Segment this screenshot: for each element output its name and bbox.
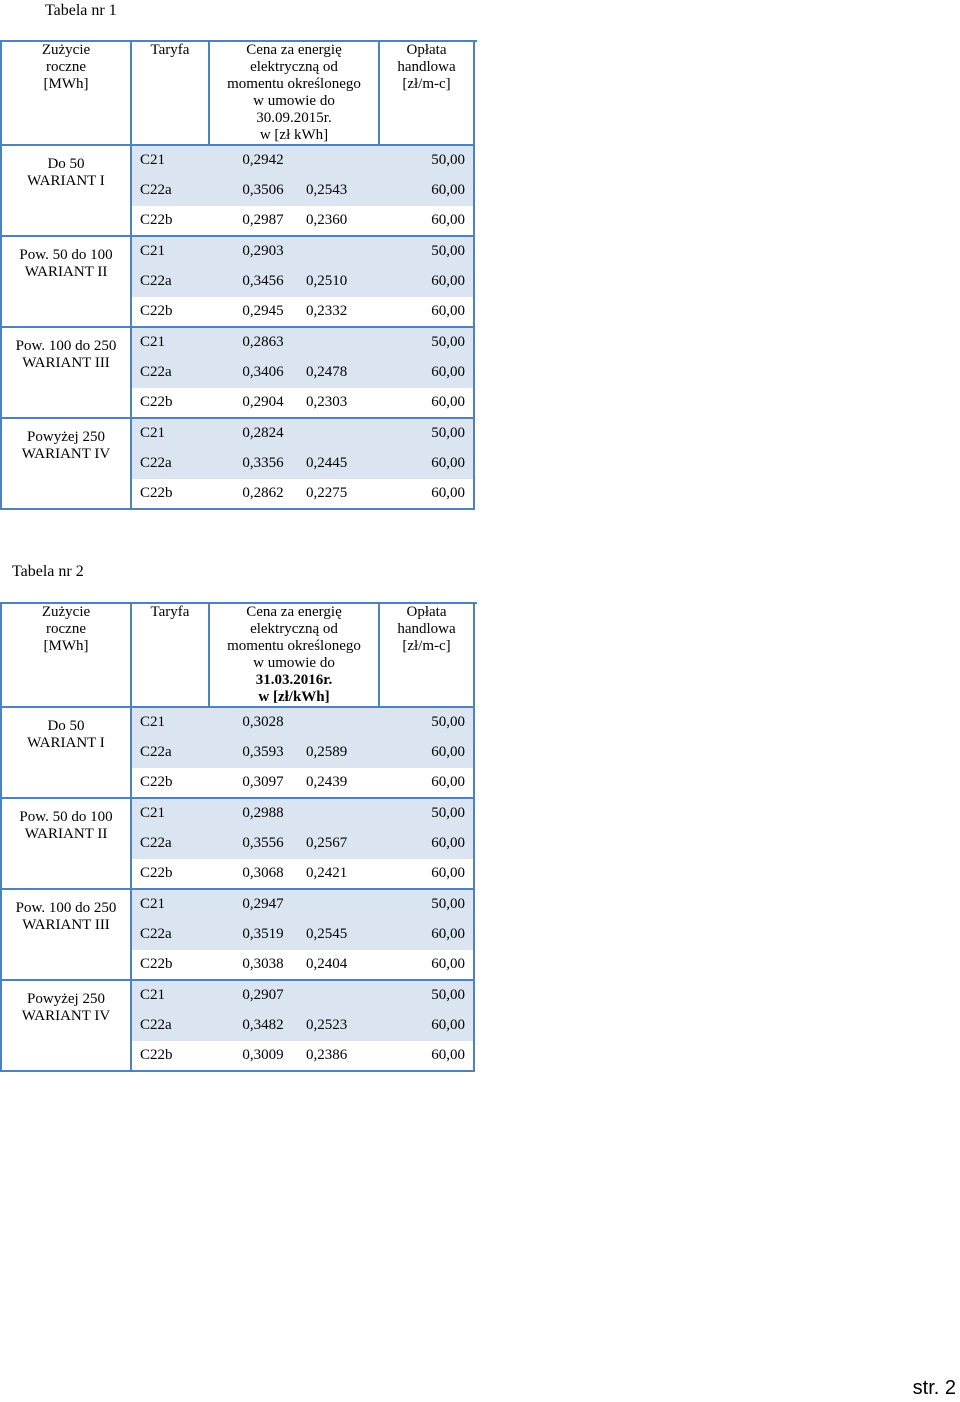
tariff-cell: C21 — [132, 890, 210, 920]
tariff-cell: C21 — [132, 708, 210, 738]
tariff-cell: C22b — [132, 388, 210, 419]
price-night-cell — [306, 146, 380, 176]
price-night-cell: 0,2589 — [306, 738, 380, 768]
fee-cell: 60,00 — [380, 920, 475, 950]
header-price-line: elektryczną od — [250, 621, 338, 637]
header-price — [210, 42, 380, 146]
fee-cell: 60,00 — [380, 388, 475, 419]
usage-group-line: WARIANT I — [27, 735, 105, 751]
price-day-cell: 0,3456 — [210, 267, 306, 297]
tariff-cell: C21 — [132, 328, 210, 358]
price-night-cell: 0,2332 — [306, 297, 380, 328]
tariff-cell: C22a — [132, 829, 210, 859]
header-fee — [380, 42, 475, 146]
header-price — [210, 604, 380, 708]
usage-group-label — [2, 328, 132, 419]
usage-group-line: Pow. 100 do 250 — [15, 900, 117, 916]
price-day-cell: 0,3482 — [210, 1011, 306, 1041]
usage-group-label — [2, 708, 132, 799]
usage-group-label — [2, 146, 132, 237]
fee-cell: 60,00 — [380, 768, 475, 799]
header-fee-line: handlowa — [397, 59, 456, 75]
tariff-cell: C22a — [132, 176, 210, 206]
tariff-cell: C22b — [132, 1041, 210, 1072]
usage-group-line: Powyżej 250 — [27, 429, 105, 445]
fee-cell: 60,00 — [380, 358, 475, 388]
usage-group-line: WARIANT III — [22, 917, 110, 933]
header-fee-line: Opłata — [406, 604, 447, 620]
tariff-cell: C22b — [132, 479, 210, 510]
fee-cell: 50,00 — [380, 890, 475, 920]
fee-cell: 50,00 — [380, 237, 475, 267]
usage-group-line: WARIANT I — [27, 173, 105, 189]
price-day-cell: 0,3556 — [210, 829, 306, 859]
fee-cell: 60,00 — [380, 829, 475, 859]
price-night-cell: 0,2543 — [306, 176, 380, 206]
page-number: str. 2 — [912, 1377, 956, 1399]
usage-group-line: Pow. 50 do 100 — [19, 247, 113, 263]
price-night-cell: 0,2421 — [306, 859, 380, 890]
price-night-cell: 0,2360 — [306, 206, 380, 237]
fee-cell: 60,00 — [380, 950, 475, 981]
fee-cell: 60,00 — [380, 859, 475, 890]
usage-group-line: WARIANT IV — [21, 446, 111, 462]
tariff-cell: C22b — [132, 206, 210, 237]
header-fee-line: Opłata — [406, 42, 447, 58]
price-night-cell: 0,2567 — [306, 829, 380, 859]
usage-group-label — [2, 799, 132, 890]
price-night-cell — [306, 328, 380, 358]
price-day-cell: 0,3356 — [210, 449, 306, 479]
header-fee — [380, 604, 475, 708]
fee-cell: 60,00 — [380, 1041, 475, 1072]
price-day-cell: 0,3038 — [210, 950, 306, 981]
price-night-cell: 0,2545 — [306, 920, 380, 950]
price-night-cell — [306, 237, 380, 267]
header-usage-line: [MWh] — [43, 76, 89, 92]
header-fee-line: [zł/m-c] — [402, 76, 451, 92]
header-price-line: 30.09.2015r. — [256, 110, 332, 126]
usage-group-line: WARIANT II — [24, 264, 108, 280]
fee-cell: 60,00 — [380, 206, 475, 237]
usage-group-line: Pow. 100 do 250 — [15, 338, 117, 354]
header-usage-line: roczne — [46, 59, 86, 75]
price-night-cell — [306, 419, 380, 449]
price-day-cell: 0,2945 — [210, 297, 306, 328]
price-day-cell: 0,3097 — [210, 768, 306, 799]
header-price-line: elektryczną od — [250, 59, 338, 75]
tariff-cell: C22a — [132, 1011, 210, 1041]
tariff-cell: C21 — [132, 799, 210, 829]
price-night-cell — [306, 799, 380, 829]
header-usage-line: Zużycie — [41, 604, 91, 620]
tariff-cell: C21 — [132, 237, 210, 267]
price-night-cell: 0,2275 — [306, 479, 380, 510]
price-day-cell: 0,3506 — [210, 176, 306, 206]
usage-group-label — [2, 419, 132, 510]
price-day-cell: 0,2862 — [210, 479, 306, 510]
price-day-cell: 0,3519 — [210, 920, 306, 950]
usage-group-line: Do 50 — [47, 156, 85, 172]
header-usage-line: Zużycie — [41, 42, 91, 58]
price-night-cell: 0,2303 — [306, 388, 380, 419]
header-usage-line: [MWh] — [43, 638, 89, 654]
usage-group-line: WARIANT II — [24, 826, 108, 842]
header-price-line: w [zł kWh] — [259, 127, 329, 143]
usage-group-label — [2, 237, 132, 328]
price-day-cell: 0,2863 — [210, 328, 306, 358]
table2 — [0, 602, 477, 1072]
fee-cell: 60,00 — [380, 449, 475, 479]
header-usage — [2, 604, 132, 708]
price-day-cell: 0,2987 — [210, 206, 306, 237]
price-night-cell: 0,2439 — [306, 768, 380, 799]
header-price-line: w [zł/kWh] — [258, 689, 330, 705]
fee-cell: 50,00 — [380, 708, 475, 738]
usage-group-line: WARIANT IV — [21, 1008, 111, 1024]
price-day-cell: 0,3009 — [210, 1041, 306, 1072]
fee-cell: 50,00 — [380, 981, 475, 1011]
price-day-cell: 0,2947 — [210, 890, 306, 920]
price-night-cell: 0,2404 — [306, 950, 380, 981]
header-fee-line: handlowa — [397, 621, 456, 637]
price-night-cell — [306, 890, 380, 920]
tariff-cell: C22b — [132, 950, 210, 981]
price-day-cell: 0,2904 — [210, 388, 306, 419]
tariff-cell: C22b — [132, 768, 210, 799]
header-price-line: 31.03.2016r. — [255, 672, 333, 688]
header-price-line: Cena za energię — [246, 604, 342, 620]
usage-group-line: WARIANT III — [22, 355, 110, 371]
fee-cell: 60,00 — [380, 267, 475, 297]
price-day-cell: 0,2824 — [210, 419, 306, 449]
price-night-cell: 0,2445 — [306, 449, 380, 479]
tariff-cell: C21 — [132, 419, 210, 449]
tariff-cell: C21 — [132, 981, 210, 1011]
fee-cell: 60,00 — [380, 1011, 475, 1041]
price-night-cell: 0,2386 — [306, 1041, 380, 1072]
header-price-line: momentu określonego — [227, 638, 361, 654]
usage-group-line: Do 50 — [47, 718, 85, 734]
tariff-cell: C22a — [132, 738, 210, 768]
table1-caption: Tabela nr 1 — [45, 2, 117, 19]
price-night-cell: 0,2478 — [306, 358, 380, 388]
header-tariff: Taryfa — [132, 604, 210, 708]
usage-group-label — [2, 981, 132, 1072]
header-price-line: momentu określonego — [227, 76, 361, 92]
header-price-line: w umowie do — [253, 93, 335, 109]
price-night-cell — [306, 981, 380, 1011]
table1 — [0, 40, 477, 510]
price-day-cell: 0,2942 — [210, 146, 306, 176]
fee-cell: 50,00 — [380, 328, 475, 358]
header-usage — [2, 42, 132, 146]
price-day-cell: 0,3028 — [210, 708, 306, 738]
header-price-line: Cena za energię — [246, 42, 342, 58]
header-usage-line: roczne — [46, 621, 86, 637]
price-day-cell: 0,3593 — [210, 738, 306, 768]
tariff-cell: C22a — [132, 267, 210, 297]
price-day-cell: 0,3406 — [210, 358, 306, 388]
price-day-cell: 0,2903 — [210, 237, 306, 267]
tariff-cell: C22a — [132, 449, 210, 479]
table2-caption: Tabela nr 2 — [12, 563, 84, 580]
usage-group-line: Pow. 50 do 100 — [19, 809, 113, 825]
price-day-cell: 0,2988 — [210, 799, 306, 829]
fee-cell: 60,00 — [380, 297, 475, 328]
price-day-cell: 0,3068 — [210, 859, 306, 890]
tariff-cell: C21 — [132, 146, 210, 176]
usage-group-label — [2, 890, 132, 981]
header-fee-line: [zł/m-c] — [402, 638, 451, 654]
usage-group-line: Powyżej 250 — [27, 991, 105, 1007]
header-tariff: Taryfa — [132, 42, 210, 146]
tariff-cell: C22a — [132, 920, 210, 950]
fee-cell: 50,00 — [380, 419, 475, 449]
price-night-cell: 0,2523 — [306, 1011, 380, 1041]
fee-cell: 60,00 — [380, 479, 475, 510]
fee-cell: 60,00 — [380, 738, 475, 768]
price-night-cell: 0,2510 — [306, 267, 380, 297]
fee-cell: 50,00 — [380, 799, 475, 829]
fee-cell: 50,00 — [380, 146, 475, 176]
tariff-cell: C22a — [132, 358, 210, 388]
price-day-cell: 0,2907 — [210, 981, 306, 1011]
header-price-line: w umowie do — [253, 655, 335, 671]
tariff-cell: C22b — [132, 859, 210, 890]
tariff-cell: C22b — [132, 297, 210, 328]
price-night-cell — [306, 708, 380, 738]
fee-cell: 60,00 — [380, 176, 475, 206]
